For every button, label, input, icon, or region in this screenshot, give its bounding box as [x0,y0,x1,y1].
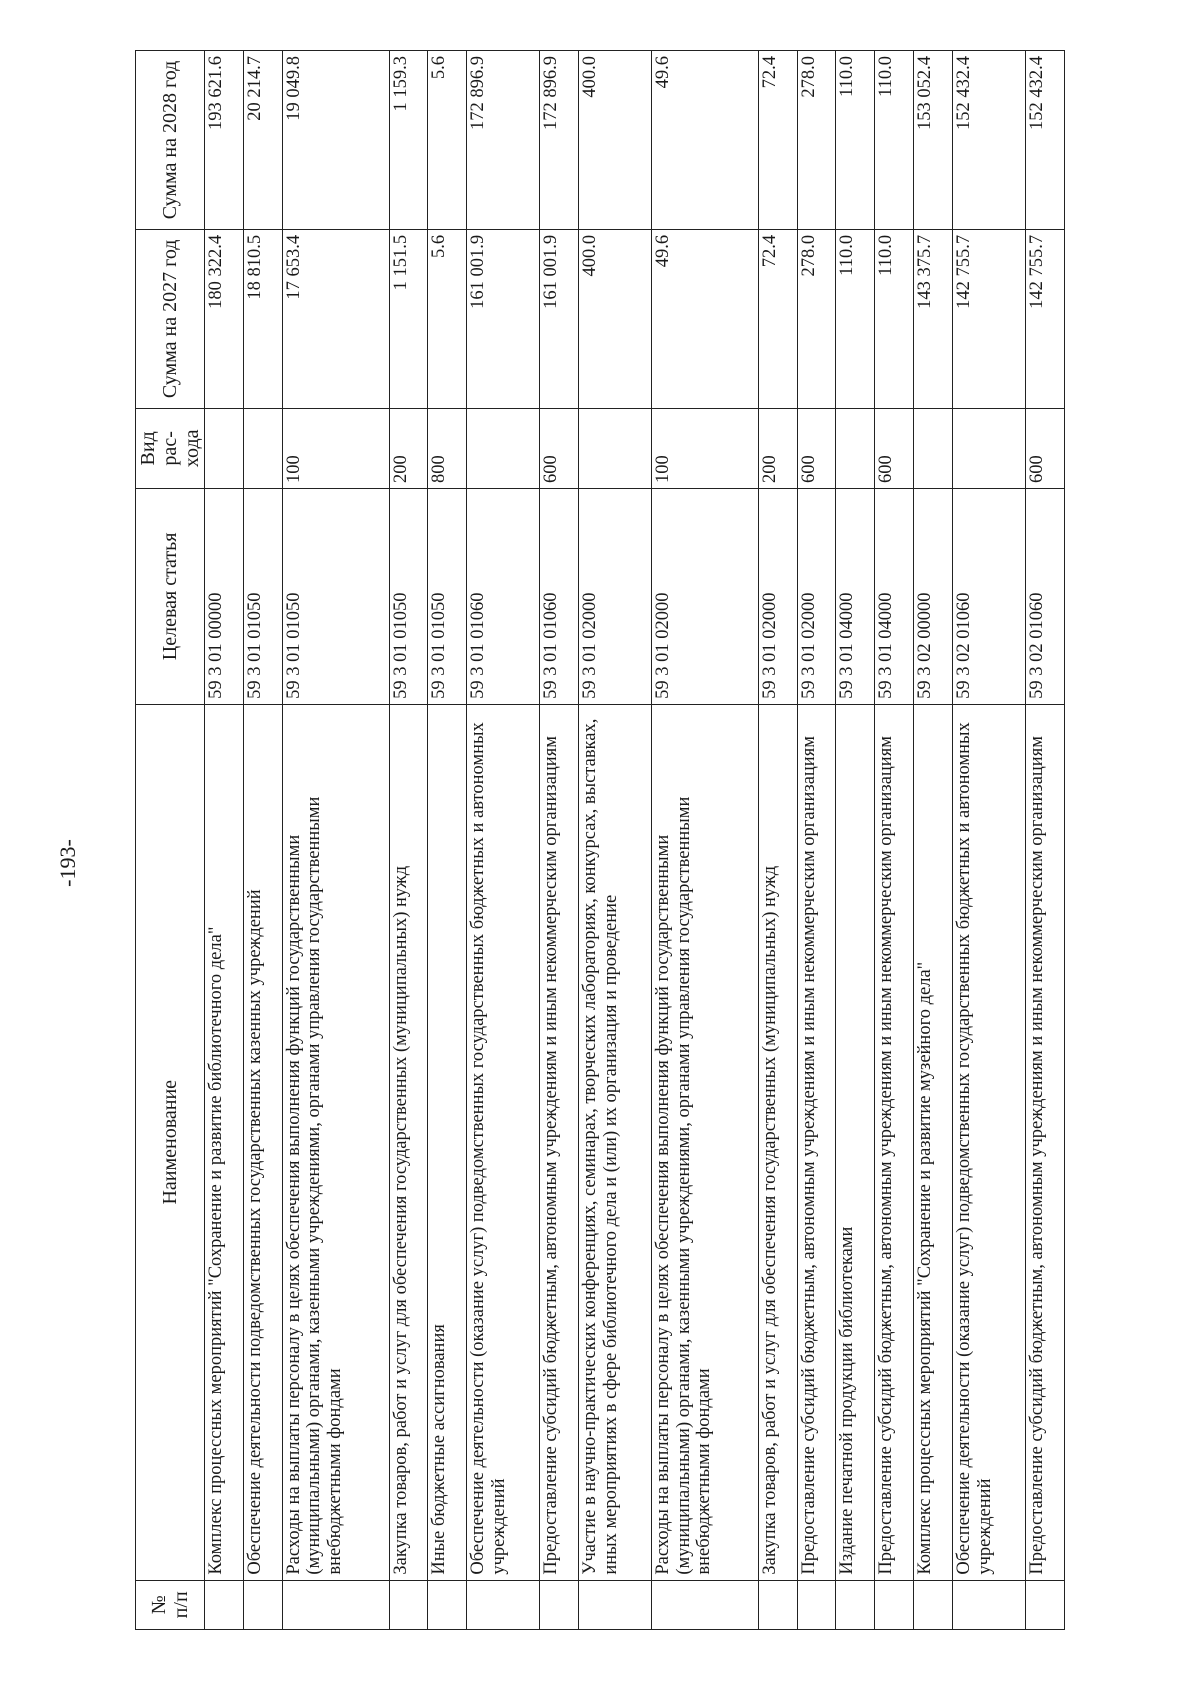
cell-name: Издание печатной продукции библиотеками [836,704,875,1580]
cell-num [579,1580,652,1629]
budget-table-container [135,50,1065,1630]
cell-target: 59 3 01 02000 [758,488,797,704]
cell-sum-2027: 161 001.9 [540,229,579,408]
cell-num [797,1580,836,1629]
cell-name: Обеспечение деятельности (оказание услуг) подведомственных государственных бюджетных и автономных учреждений [953,704,1026,1580]
cell-name: Предоставление субсидий бюджетным, автономным учреждениям и иным некоммерческим организациям [1025,704,1064,1580]
cell-target: 59 3 01 01060 [467,488,540,704]
cell-num [1025,1580,1064,1629]
header-sum-2027: Сумма на 2027 год [136,229,205,408]
header-target: Целевая статья [136,488,205,704]
cell-target: 59 3 02 00000 [914,488,953,704]
cell-sum-2028: 172 896.9 [467,51,540,230]
table-row [205,51,244,1630]
cell-type [243,408,282,488]
cell-sum-2028: 19 049.8 [282,51,389,230]
cell-target: 59 3 02 01060 [953,488,1026,704]
table-row [428,51,467,1630]
cell-num [953,1580,1026,1629]
table-row [467,51,540,1630]
cell-target: 59 3 01 01050 [428,488,467,704]
cell-target: 59 3 01 02000 [579,488,652,704]
cell-type: 600 [540,408,579,488]
cell-target: 59 3 01 01050 [389,488,428,704]
cell-target: 59 3 01 04000 [875,488,914,704]
table-row [758,51,797,1630]
cell-name: Комплекс процессных мероприятий "Сохранение и развитие музейного дела" [914,704,953,1580]
cell-sum-2028: 152 432.4 [1025,51,1064,230]
cell-type [467,408,540,488]
cell-type [205,408,244,488]
cell-target: 59 3 01 00000 [205,488,244,704]
cell-name: Участие в научно-практических конференциях, семинарах, творческих лабораториях, конкурсах, выставках, иных мероприятиях в сфере библиотечного дела и (или) их организация и проведение [579,704,652,1580]
cell-name: Обеспечение деятельности подведомственных государственных казенных учреждений [243,704,282,1580]
cell-num [428,1580,467,1629]
cell-name: Обеспечение деятельности (оказание услуг) подведомственных государственных бюджетных и автономных учреждений [467,704,540,1580]
cell-type [836,408,875,488]
cell-type: 200 [758,408,797,488]
header-num: № п/п [136,1580,205,1629]
table-row [1025,51,1064,1630]
table-body [205,51,1065,1630]
cell-num [836,1580,875,1629]
cell-type [579,408,652,488]
cell-type: 600 [875,408,914,488]
cell-name: Предоставление субсидий бюджетным, автономным учреждениям и иным некоммерческим организациям [540,704,579,1580]
header-type: Вид рас-хода [136,408,205,488]
cell-num [758,1580,797,1629]
table-row [389,51,428,1630]
cell-sum-2028: 278.0 [797,51,836,230]
cell-target: 59 3 01 02000 [797,488,836,704]
cell-target: 59 3 01 04000 [836,488,875,704]
header-name: Наименование [136,704,205,1580]
cell-type: 600 [1025,408,1064,488]
table-row [953,51,1026,1630]
cell-target: 59 3 01 01050 [282,488,389,704]
cell-sum-2028: 172 896.9 [540,51,579,230]
cell-sum-2027: 110.0 [875,229,914,408]
cell-sum-2028: 20 214.7 [243,51,282,230]
cell-name: Расходы на выплаты персоналу в целях обеспечения выполнения функций государственными (муниципальными) органами, казенными учреждениями, органами управления государственными внебюджетными фондами [282,704,389,1580]
cell-target: 59 3 02 01060 [1025,488,1064,704]
cell-sum-2027: 278.0 [797,229,836,408]
cell-type [914,408,953,488]
cell-type: 800 [428,408,467,488]
cell-type: 100 [651,408,758,488]
cell-sum-2028: 193 621.6 [205,51,244,230]
cell-type: 600 [797,408,836,488]
cell-sum-2027: 17 653.4 [282,229,389,408]
page-number: -193- [55,839,80,887]
cell-sum-2027: 143 375.7 [914,229,953,408]
cell-num [243,1580,282,1629]
cell-target: 59 3 01 01060 [540,488,579,704]
cell-sum-2027: 180 322.4 [205,229,244,408]
table-row [282,51,389,1630]
table-row [540,51,579,1630]
cell-sum-2028: 110.0 [875,51,914,230]
table-header-row [136,51,205,1630]
cell-num [914,1580,953,1629]
cell-sum-2027: 142 755.7 [1025,229,1064,408]
cell-sum-2028: 49.6 [651,51,758,230]
cell-type: 100 [282,408,389,488]
cell-name: Закупка товаров, работ и услуг для обеспечения государственных (муниципальных) нужд [389,704,428,1580]
cell-name: Закупка товаров, работ и услуг для обеспечения государственных (муниципальных) нужд [758,704,797,1580]
cell-num [282,1580,389,1629]
cell-sum-2027: 161 001.9 [467,229,540,408]
cell-sum-2028: 153 052.4 [914,51,953,230]
cell-sum-2027: 18 810.5 [243,229,282,408]
cell-name: Предоставление субсидий бюджетным, автономным учреждениям и иным некоммерческим организациям [875,704,914,1580]
cell-target: 59 3 01 01050 [243,488,282,704]
cell-sum-2028: 152 432.4 [953,51,1026,230]
cell-sum-2027: 49.6 [651,229,758,408]
table-row [914,51,953,1630]
cell-sum-2027: 5.6 [428,229,467,408]
cell-name: Расходы на выплаты персоналу в целях обеспечения выполнения функций государственными (муниципальными) органами, казенными учреждениями, органами управления государственными внебюджетными фондами [651,704,758,1580]
cell-num [651,1580,758,1629]
cell-num [389,1580,428,1629]
cell-sum-2028: 400.0 [579,51,652,230]
cell-sum-2027: 72.4 [758,229,797,408]
cell-sum-2027: 142 755.7 [953,229,1026,408]
cell-sum-2028: 110.0 [836,51,875,230]
cell-num [467,1580,540,1629]
table-row [243,51,282,1630]
table-row [579,51,652,1630]
cell-sum-2028: 72.4 [758,51,797,230]
table-row [651,51,758,1630]
cell-name: Предоставление субсидий бюджетным, автономным учреждениям и иным некоммерческим организациям [797,704,836,1580]
cell-name: Иные бюджетные ассигнования [428,704,467,1580]
cell-sum-2027: 110.0 [836,229,875,408]
cell-sum-2028: 5.6 [428,51,467,230]
cell-num [540,1580,579,1629]
table-row [836,51,875,1630]
cell-sum-2028: 1 159.3 [389,51,428,230]
cell-sum-2027: 400.0 [579,229,652,408]
table-row [875,51,914,1630]
table-row [797,51,836,1630]
header-sum-2028: Сумма на 2028 год [136,51,205,230]
cell-sum-2027: 1 151.5 [389,229,428,408]
cell-type: 200 [389,408,428,488]
cell-target: 59 3 01 02000 [651,488,758,704]
cell-num [875,1580,914,1629]
cell-num [205,1580,244,1629]
budget-table [135,50,1065,1630]
cell-name: Комплекс процессных мероприятий "Сохранение и развитие библиотечного дела" [205,704,244,1580]
cell-type [953,408,1026,488]
